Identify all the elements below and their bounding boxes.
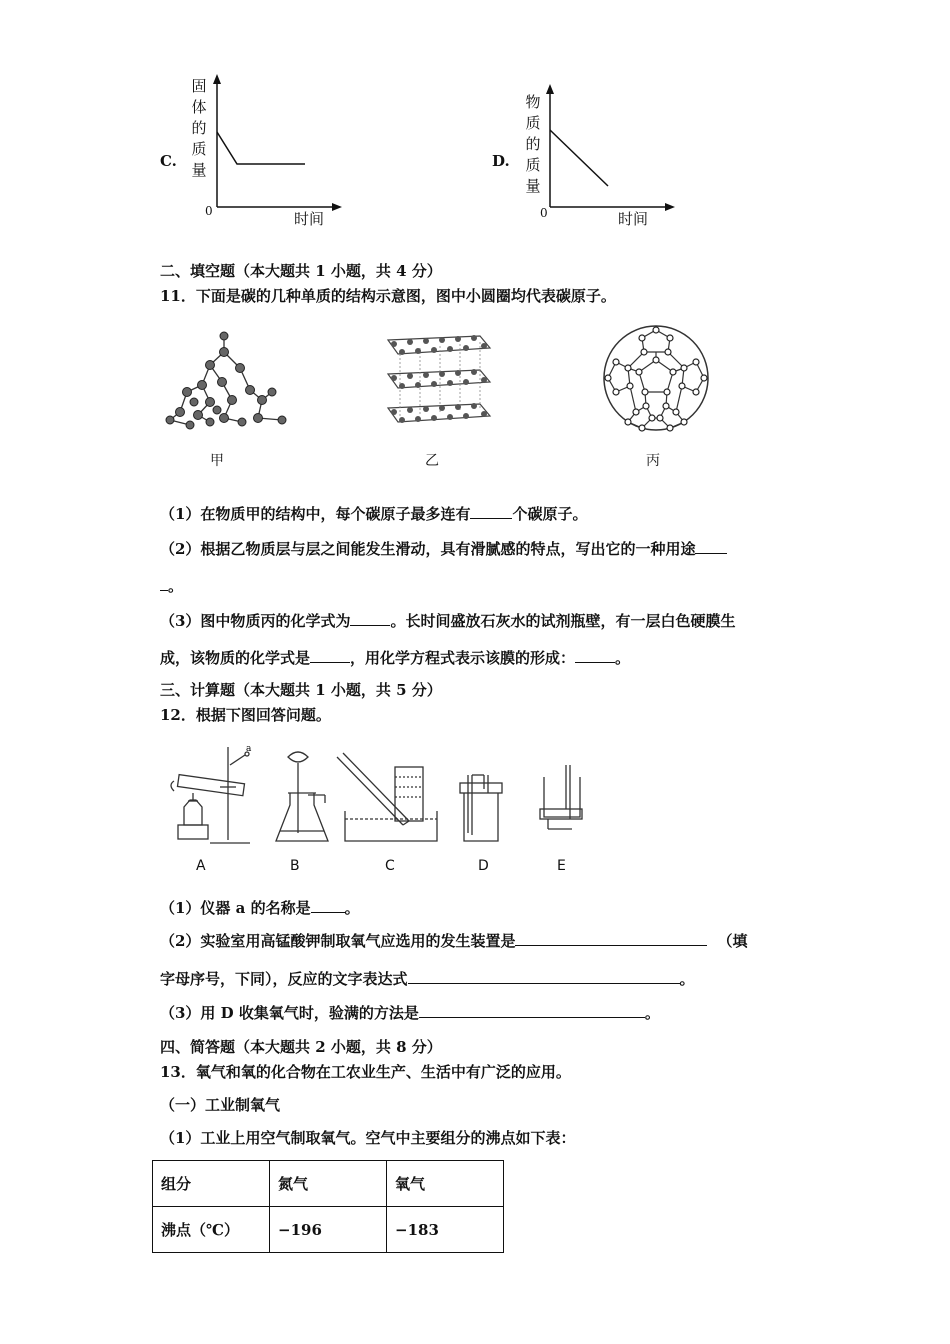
apparatus-label-e: E	[557, 858, 566, 874]
apparatus-a-small-label: a	[246, 744, 252, 754]
apparatus-e-figure	[536, 745, 596, 850]
answer-blank[interactable]	[160, 576, 168, 591]
q13-subheading: （一）工业制氧气	[160, 1096, 281, 1114]
apparatus-a-figure	[160, 745, 260, 850]
q12-part2-cont: 字母序号，下同），反应的文字表达式 。	[160, 970, 695, 988]
apparatus-label-c: C	[385, 858, 395, 874]
table-cell: −196	[270, 1207, 387, 1253]
graph-c-ylabel: 固 体 的 质 量	[191, 77, 207, 179]
graphite-structure-figure	[380, 330, 500, 430]
q13-stem: 13．氧气和氧的化合物在工农业生产、生活中有广泛的应用。	[160, 1063, 571, 1081]
caption-bing: 丙	[646, 453, 660, 469]
caption-jia: 甲	[210, 453, 224, 469]
q11-part3-cont: 成，该物质的化学式是 ，用化学方程式表示该膜的形成： 。	[160, 649, 631, 667]
graph-d	[538, 82, 678, 212]
q11-part2-cont: 。	[160, 576, 183, 595]
table-header-cell: 氧气	[387, 1161, 504, 1207]
q11-part1: （1）在物质甲的结构中，每个碳原子最多连有 个碳原子。	[160, 505, 588, 523]
q11-part2: （2）根据乙物质层与层之间能发生滑动，具有滑腻感的特点，写出它的一种用途	[160, 539, 727, 558]
caption-yi: 乙	[425, 453, 439, 469]
table-cell: −183	[387, 1207, 504, 1253]
apparatus-d-figure	[454, 745, 514, 850]
answer-blank[interactable]	[470, 504, 512, 519]
section3-heading: 三、计算题（本大题共 1 小题，共 5 分）	[160, 681, 442, 699]
c60-structure-figure	[596, 322, 716, 442]
answer-blank[interactable]	[408, 969, 680, 984]
answer-blank[interactable]	[575, 648, 615, 663]
answer-blank[interactable]	[310, 648, 350, 663]
table-header-cell: 组分	[153, 1161, 270, 1207]
q11-part3: （3）图中物质丙的化学式为 。长时间盛放石灰水的试剂瓶壁，有一层白色硬膜生	[160, 612, 736, 630]
graph-c-xlabel: 时间	[294, 210, 325, 228]
answer-blank[interactable]	[419, 1003, 645, 1018]
answer-blank[interactable]	[695, 539, 727, 554]
q11-stem: 11．下面是碳的几种单质的结构示意图，图中小圆圈均代表碳原子。	[160, 287, 616, 305]
graph-d-ylabel: 物 质 的 质 量	[525, 93, 541, 195]
q12-stem: 12．根据下图回答问题。	[160, 706, 331, 724]
q12-part3: （3）用 D 收集氧气时，验满的方法是 。	[160, 1004, 660, 1022]
table-header-cell: 氮气	[270, 1161, 387, 1207]
apparatus-label-d: D	[478, 858, 489, 874]
q12-part1: （1）仪器 a 的名称是 。	[160, 899, 360, 917]
graph-c-origin: 0	[205, 204, 213, 218]
q13-part1: （1）工业上用空气制取氧气。空气中主要组分的沸点如下表：	[160, 1129, 576, 1147]
table-cell: 沸点（℃）	[153, 1207, 270, 1253]
boiling-point-table	[152, 1160, 504, 1253]
table-row	[153, 1161, 504, 1207]
option-c-label: C.	[160, 152, 177, 170]
apparatus-b-figure	[270, 745, 340, 850]
table-row	[153, 1207, 504, 1253]
graph-d-xlabel: 时间	[618, 210, 649, 228]
answer-blank[interactable]	[350, 611, 390, 626]
graph-c	[205, 72, 345, 212]
q12-part2: （2）实验室用高锰酸钾制取氧气应选用的发生装置是 （填	[160, 932, 748, 950]
apparatus-label-b: B	[290, 858, 300, 874]
graph-d-origin: 0	[540, 206, 548, 220]
apparatus-c-figure	[333, 745, 443, 850]
answer-blank[interactable]	[311, 898, 345, 913]
section4-heading: 四、简答题（本大题共 2 小题，共 8 分）	[160, 1038, 442, 1056]
apparatus-label-a: A	[196, 858, 206, 874]
diamond-structure-figure	[162, 330, 302, 440]
option-d-label: D.	[492, 152, 510, 170]
answer-blank[interactable]	[515, 931, 707, 946]
section2-heading: 二、填空题（本大题共 1 小题，共 4 分）	[160, 262, 442, 280]
